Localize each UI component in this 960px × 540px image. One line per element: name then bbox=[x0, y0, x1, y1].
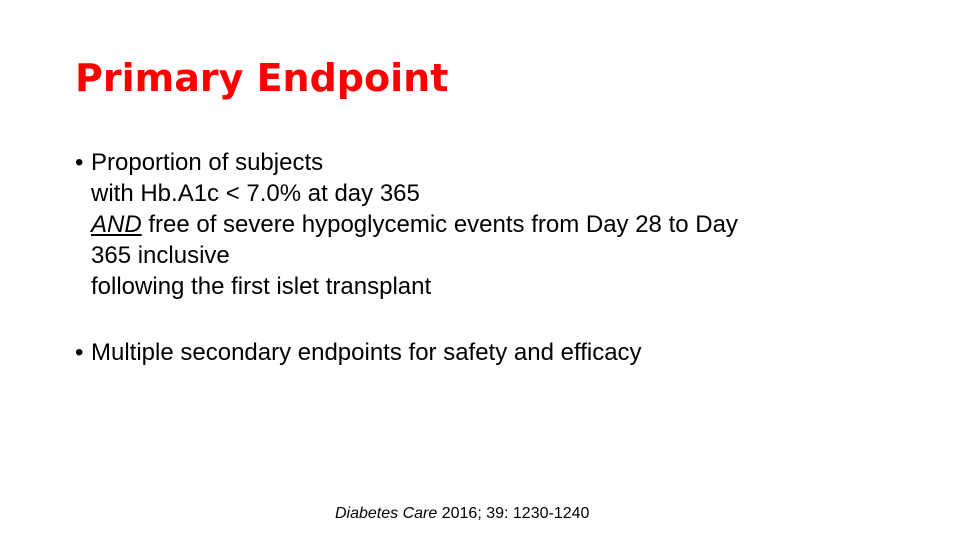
and-emphasis: AND bbox=[91, 211, 142, 238]
bullet-secondary-endpoints bbox=[75, 337, 875, 368]
citation bbox=[335, 503, 589, 525]
bullet-list bbox=[75, 147, 875, 368]
bullet-1-line-3 bbox=[91, 209, 875, 240]
citation-details: 2016; 39: 1230-1240 bbox=[437, 505, 590, 522]
bullet-marker: • bbox=[75, 339, 84, 366]
citation-journal: Diabetes Care bbox=[335, 505, 438, 522]
slide-title: Primary Endpoint bbox=[75, 56, 449, 100]
bullet-1-line-4: 365 inclusive bbox=[91, 242, 230, 269]
bullet-1-line-1: Proportion of subjects bbox=[91, 149, 324, 176]
bullet-marker: • bbox=[75, 149, 84, 176]
bullet-1-line-2: with Hb.A1c < 7.0% at day 365 bbox=[91, 180, 420, 207]
bullet-1-line-5: following the first islet transplant bbox=[91, 273, 432, 300]
bullet-2-line-1: Multiple secondary endpoints for safety and efficacy bbox=[91, 339, 642, 366]
bullet-primary-endpoint-definition bbox=[75, 147, 875, 302]
bullet-1-line-3-rest: free of severe hypoglycemic events from Day 28 to Day bbox=[141, 211, 738, 238]
